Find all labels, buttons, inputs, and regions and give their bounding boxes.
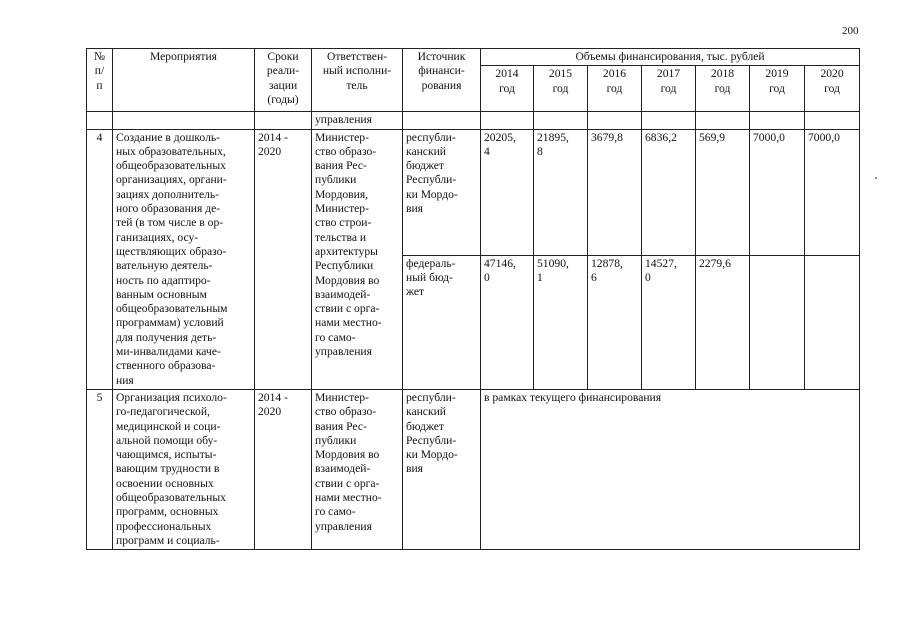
header-source: Источник финанси- рования <box>403 49 481 112</box>
header-executor: Ответствен- ный исполни- тель <box>312 49 403 112</box>
row5-event: Организация психоло- го-педагогической, медицинской и соци- альной помощи обу- чающимся, испыты- вающим трудности в освоении основных общеобразовательных программ, основных профессиональных программ и социаль- <box>113 389 255 549</box>
header-year-2015: 2015 год <box>534 66 588 112</box>
row4-regional-2015: 21895, 8 <box>534 129 588 255</box>
row4-federal-2019 <box>750 255 805 389</box>
row4-federal-2016: 12878, 6 <box>588 255 642 389</box>
continuation-row <box>87 112 860 129</box>
row4-regional-2014: 20205, 4 <box>481 129 534 255</box>
row4-terms: 2014 - 2020 <box>255 129 312 389</box>
header-year-2018: 2018 год <box>696 66 750 112</box>
row5-source: республи- канский бюджет Республи- ки Мордо- вия <box>403 389 481 549</box>
row4-regional-2018: 569,9 <box>696 129 750 255</box>
continuation-executor: управления <box>312 112 403 129</box>
table-row-4-regional <box>87 129 860 255</box>
row5-executor: Министер- ство образо- вания Рес- публики Мордовия во взаимодей- ствии с орга- нами местно- го само- управления <box>312 389 403 549</box>
row4-number: 4 <box>87 129 113 389</box>
funding-table <box>86 48 860 550</box>
row4-regional-2019: 7000,0 <box>750 129 805 255</box>
page-number: 200 <box>842 25 859 37</box>
header-year-2019: 2019 год <box>750 66 805 112</box>
row4-event: Создание в дошколь- ных образовательных, общеобразовательных организациях, органи- зациях дополнитель- ного образования де- тей (в том числе в ор- ганизациях, осу- ществляющих образо- вательную деятель- ность по адаптиро- ванным основным общеобразовательным программам) условий для получения деть- ми-инвалидами каче- ственного образова- ния <box>113 129 255 389</box>
row5-number: 5 <box>87 389 113 549</box>
header-year-2017: 2017 год <box>642 66 696 112</box>
header-year-2014: 2014 год <box>481 66 534 112</box>
row4-federal-2018: 2279,6 <box>696 255 750 389</box>
row4-source-federal: федераль- ный бюд- жет <box>403 255 481 389</box>
row4-federal-2017: 14527, 0 <box>642 255 696 389</box>
header-funding: Объемы финансирования, тыс. рублей <box>481 49 860 66</box>
row4-regional-2017: 6836,2 <box>642 129 696 255</box>
header-event: Мероприятия <box>113 49 255 112</box>
header-year-2020: 2020 год <box>805 66 860 112</box>
row4-federal-2014: 47146, 0 <box>481 255 534 389</box>
row4-federal-2020 <box>805 255 860 389</box>
header-row-1 <box>87 49 860 66</box>
header-year-2016: 2016 год <box>588 66 642 112</box>
scan-speck <box>875 177 877 179</box>
row4-source-regional: республи- канский бюджет Республи- ки Мордо- вия <box>403 129 481 255</box>
row4-regional-2016: 3679,8 <box>588 129 642 255</box>
table-row-5 <box>87 389 860 549</box>
header-number: № п/ п <box>87 49 113 112</box>
row5-terms: 2014 - 2020 <box>255 389 312 549</box>
row4-federal-2015: 51090, 1 <box>534 255 588 389</box>
row4-regional-2020: 7000,0 <box>805 129 860 255</box>
row5-funding-note: в рамках текущего финансирования <box>481 389 860 549</box>
row4-executor: Министер- ство образо- вания Рес- публики Мордовия, Министер- ство строи- тельства и архитектуры Республики Мордовия во взаимодей- ствии с орга- нами местно- го само- управления <box>312 129 403 389</box>
header-terms: Сроки реали- зации (годы) <box>255 49 312 112</box>
